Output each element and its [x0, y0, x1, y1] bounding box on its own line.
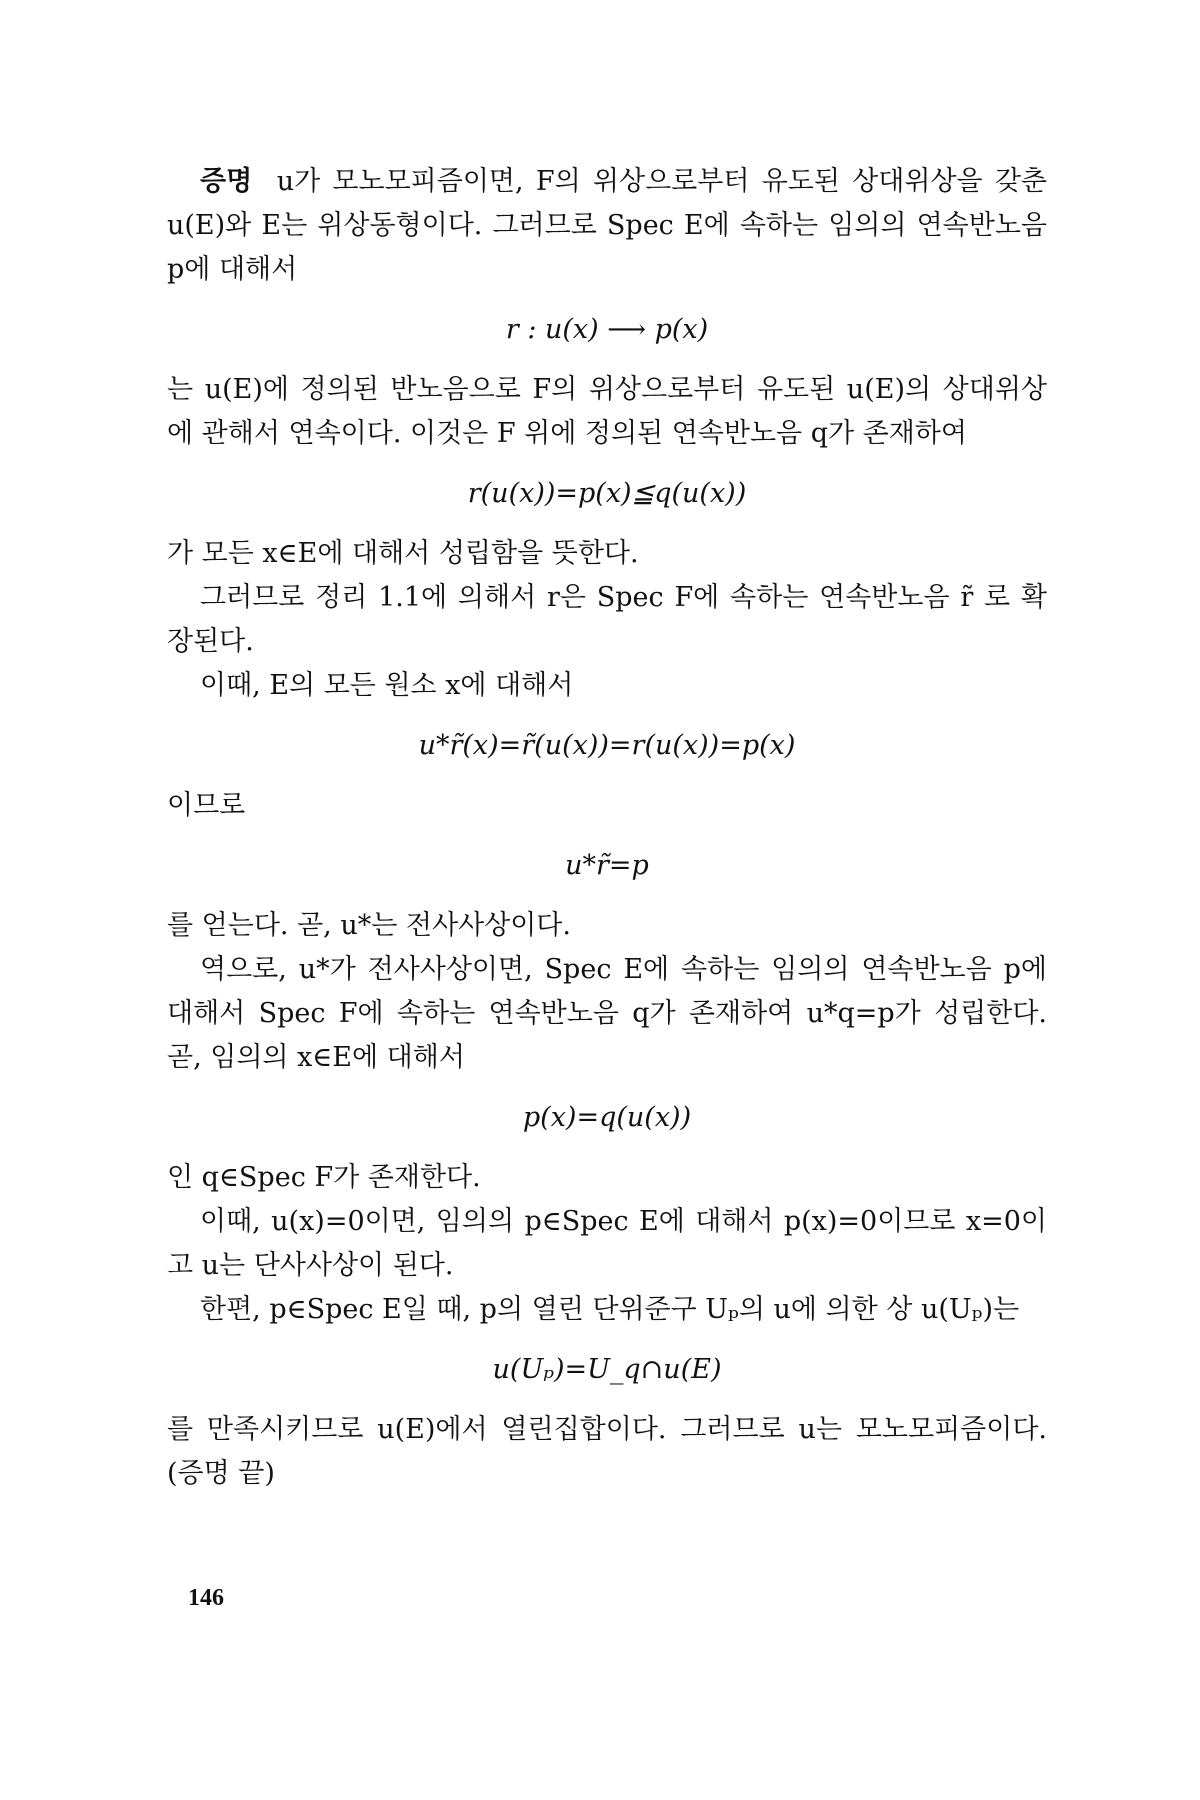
equation-6: u(Uₚ)=U_q∩u(E) [492, 1354, 722, 1385]
proof-paragraph-10: 이때, u(x)=0이면, 임의의 p∈Spec E에 대해서 p(x)=0이므로 x=0이고 u는 단사사상이 된다. [167, 1206, 1047, 1281]
equation-1: r : u(x) ⟶ p(x) [505, 314, 709, 345]
equation-3: u*r̃(x)=r̃(u(x))=r(u(x))=p(x) [418, 730, 796, 761]
proof-body [167, 160, 1047, 1496]
proof-paragraph-6: 이므로 [167, 790, 246, 821]
proof-paragraph-8: 역으로, u*가 전사사상이면, Spec E에 속하는 임의의 연속반노음 p에 대해서 Spec F에 속하는 연속반노음 q가 존재하여 u*q=p가 성립한다. 곧, 임의의 x∈E에 대해서 [167, 954, 1047, 1073]
proof-paragraph-9: 인 q∈Spec F가 존재한다. [167, 1162, 481, 1193]
proof-paragraph-7: 를 얻는다. 곧, u*는 전사사상이다. [167, 910, 571, 941]
proof-paragraph-12: 를 만족시키므로 u(E)에서 열린집합이다. 그러므로 u는 모노모피즘이다. (증명 끝) [167, 1414, 1047, 1489]
equation-5: p(x)=q(u(x)) [522, 1102, 692, 1133]
page-number: 146 [188, 1585, 224, 1611]
proof-paragraph-4: 그러므로 정리 1.1에 의해서 r은 Spec F에 속하는 연속반노음 r̃ 로 확장된다. [167, 582, 1047, 657]
proof-text-1: u가 모노모피즘이면, F의 위상으로부터 유도된 상대위상을 갖춘 u(E)와 E는 위상동형이다. 그러므로 Spec E에 속하는 임의의 연속반노음 p에 대해서 [167, 166, 1048, 285]
proof-paragraph-11: 한편, p∈Spec E일 때, p의 열린 단위준구 Uₚ의 u에 의한 상 u(Uₚ)는 [200, 1294, 1020, 1325]
equation-2: r(u(x))=p(x)≦q(u(x)) [467, 478, 747, 509]
proof-paragraph-2: 는 u(E)에 정의된 반노음으로 F의 위상으로부터 유도된 u(E)의 상대위상에 관해서 연속이다. 이것은 F 위에 정의된 연속반노음 q가 존재하여 [167, 374, 1047, 449]
proof-label: 증명 [200, 166, 253, 197]
proof-paragraph-5: 이때, E의 모든 원소 x에 대해서 [200, 670, 574, 701]
equation-4: u*r̃=p [565, 850, 649, 881]
proof-paragraph-1 [167, 160, 1047, 292]
proof-paragraph-3: 가 모든 x∈E에 대해서 성립함을 뜻한다. [167, 538, 639, 569]
